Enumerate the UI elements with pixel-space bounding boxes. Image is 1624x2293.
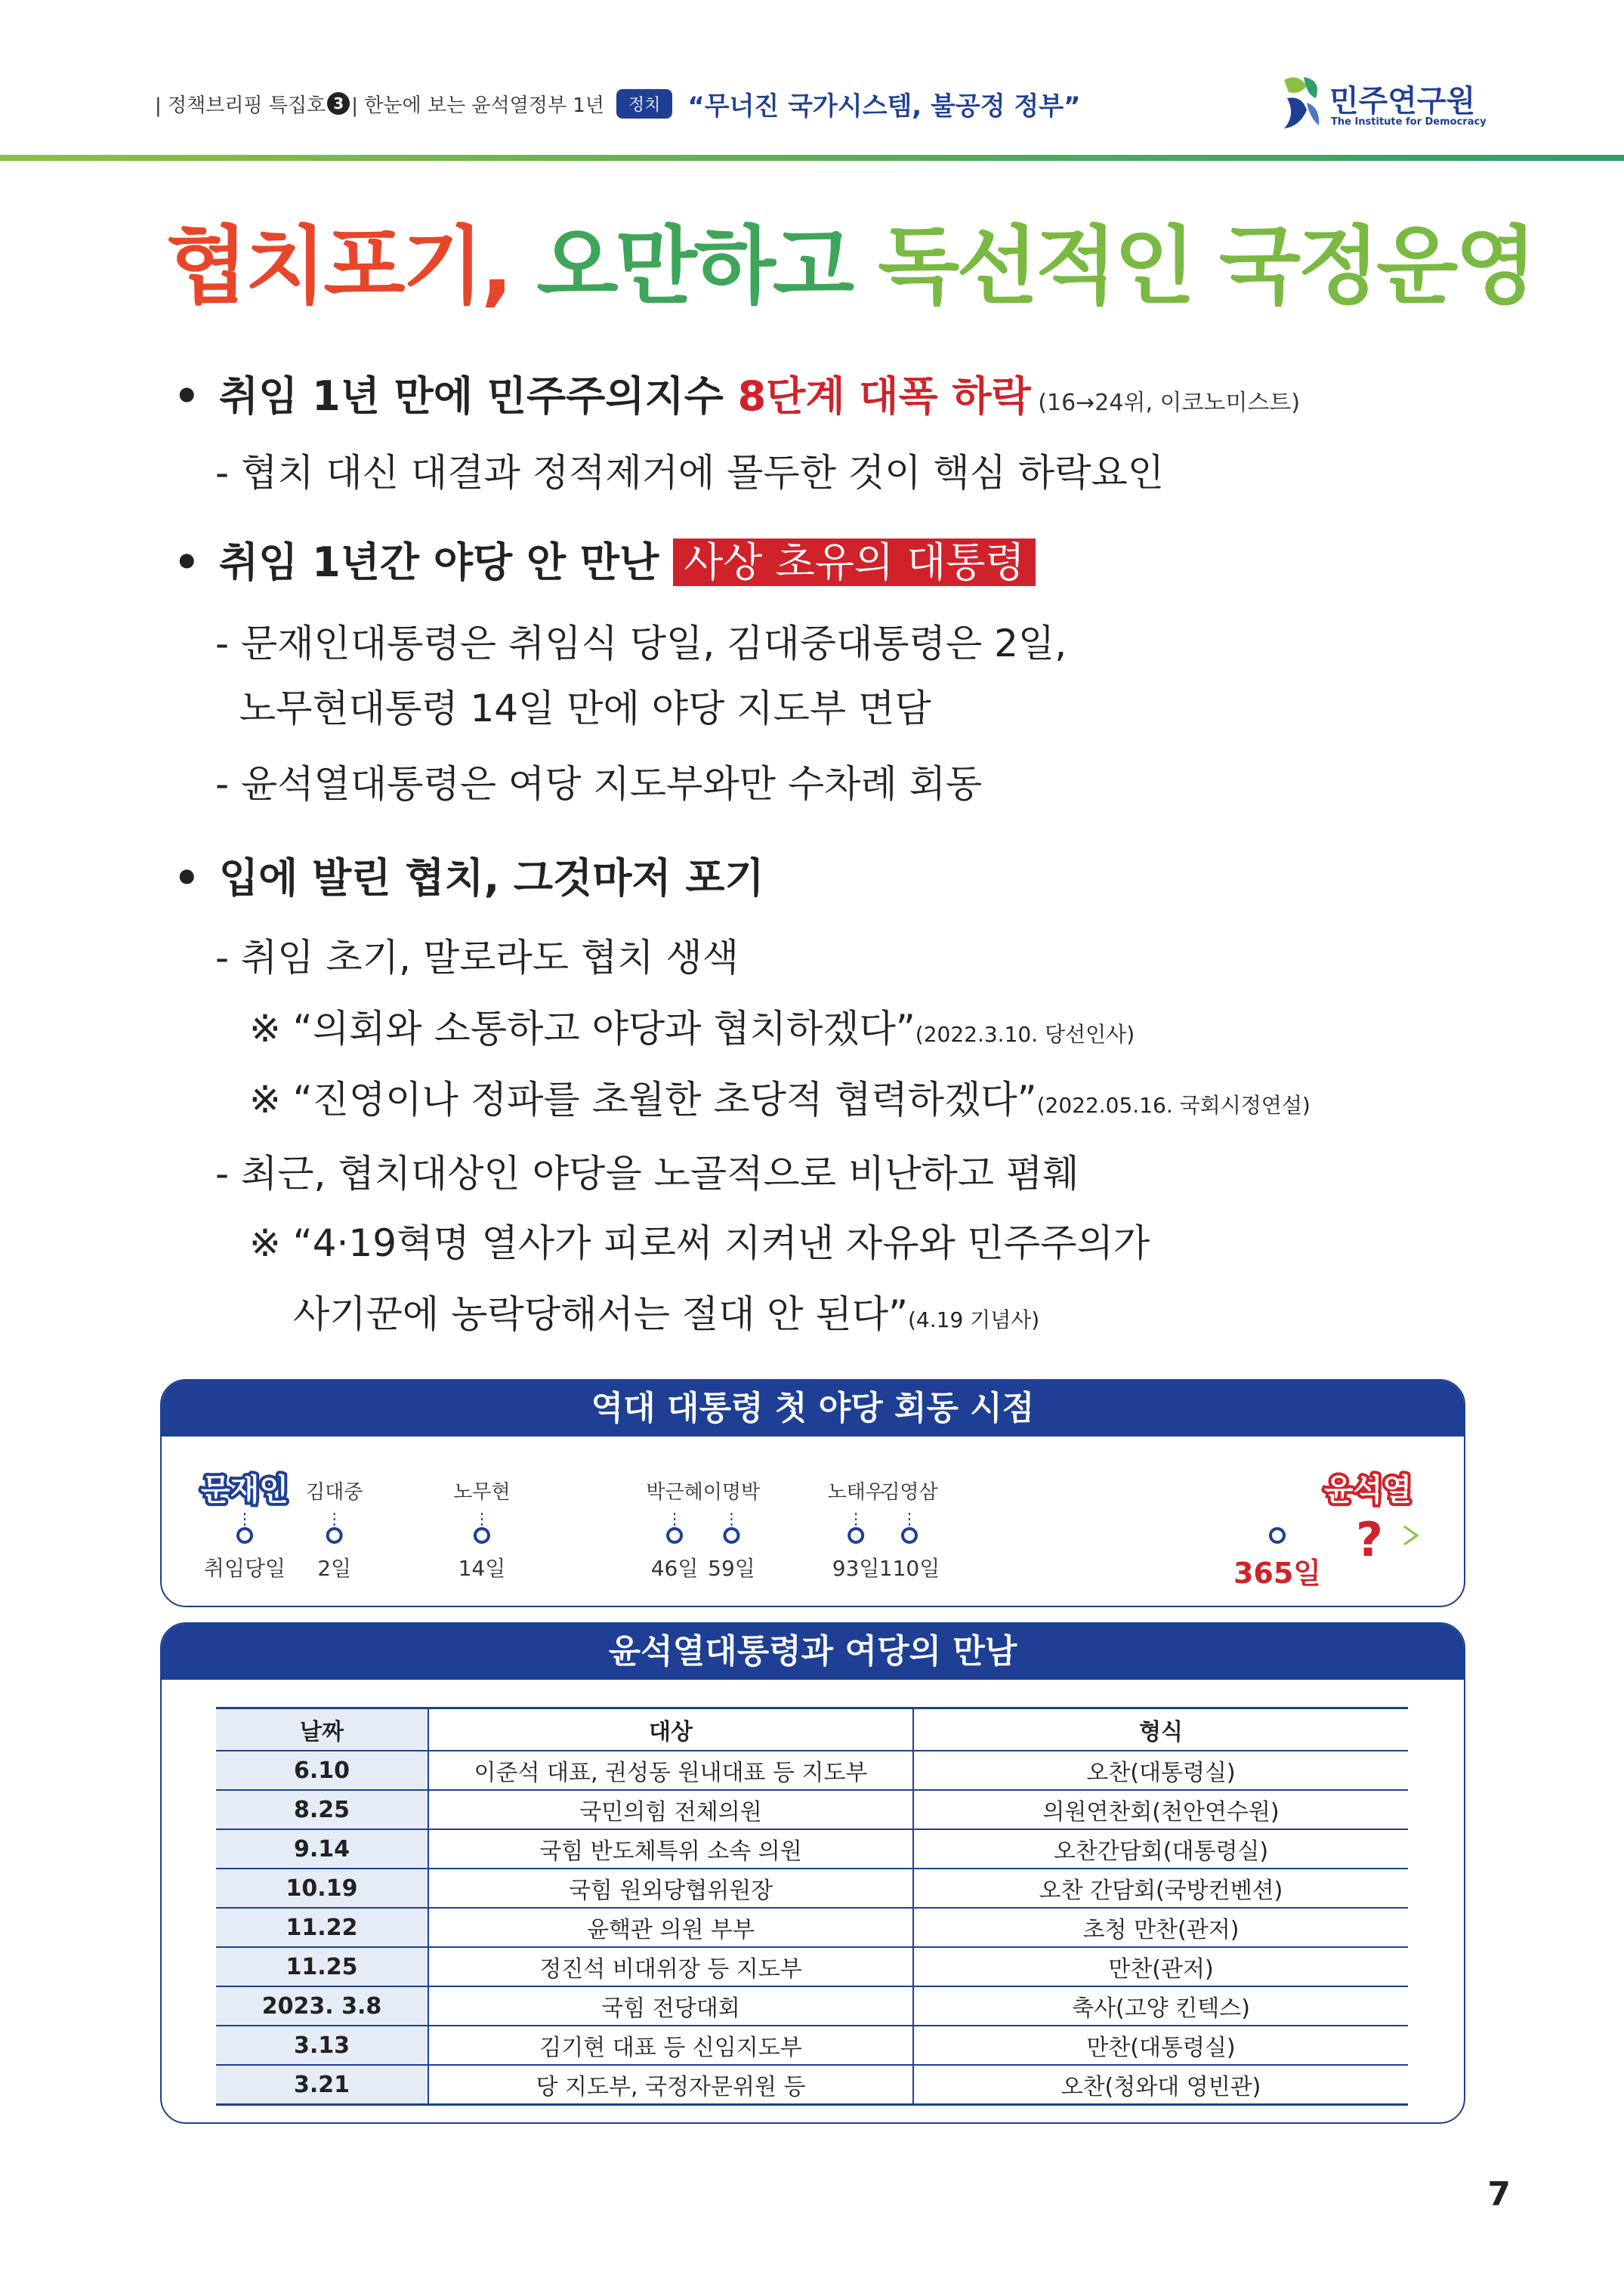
bullet-1	[174, 370, 1300, 430]
logo-name: 민주연구원	[1329, 84, 1476, 119]
bullet-1-note: (16→24위, 이코노미스트)	[1030, 390, 1301, 416]
timeline-point	[238, 1529, 252, 1542]
cell-target: 국민의힘 전체의원	[428, 1790, 913, 1829]
cell-date: 3.21	[216, 2065, 428, 2105]
cell-target: 당 지도부, 국정자문위원 등	[428, 2065, 913, 2105]
timeline-name: 김영삼	[881, 1481, 938, 1504]
bullet-2-highlight: 사상 초유의 대통령	[673, 539, 1036, 586]
bullet-1-sub-1: - 협치 대신 대결과 정적제거에 몰두한 것이 핵심 하락요인	[215, 451, 1165, 495]
meetings-title: 윤석열대통령과 여당의 만남	[162, 1624, 1464, 1680]
cell-format: 만찬(대통령실)	[913, 2026, 1408, 2065]
issue-number-badge: 3	[327, 92, 350, 115]
cell-format: 초청 만찬(관저)	[913, 1908, 1408, 1947]
bullet-2-lead: 취임 1년간 야당 안 만난	[219, 539, 674, 586]
timeline-point	[475, 1529, 489, 1542]
cell-target: 국힘 반도체특위 소속 의원	[428, 1829, 913, 1869]
cell-date: 9.14	[216, 1829, 428, 1869]
bullet-2	[174, 536, 1036, 589]
header-date: 날짜	[216, 1708, 428, 1751]
bullet-3-quote-3-line-1: ※ “4·19혁명 열사가 피로써 지켜낸 자유와 민주주의가	[249, 1221, 1150, 1265]
bullet-1-lead: 취임 1년 만에 민주주의지수	[219, 372, 738, 420]
timeline-panel	[160, 1379, 1465, 1607]
header-format: 형식	[913, 1708, 1408, 1751]
table-row	[216, 1986, 1408, 2026]
timeline-name-last: 윤석열	[1324, 1473, 1412, 1508]
bullet-2-sub-3: - 윤석열대통령은 여당 지도부와만 수차례 회동	[215, 762, 983, 806]
timeline-point	[668, 1529, 681, 1542]
table-row	[216, 2026, 1408, 2065]
timeline-day-label: 46일	[650, 1556, 699, 1581]
table-row	[216, 2065, 1408, 2105]
table-row	[216, 1947, 1408, 1986]
quote-3-text: 사기꾼에 농락당해서는 절대 안 된다”	[293, 1292, 908, 1336]
timeline-name: 노무현	[453, 1481, 511, 1504]
timeline-day-label: 취임당일	[203, 1556, 286, 1581]
bullet-1-highlight: 8단계 대폭 하락	[737, 372, 1031, 420]
timeline-day-label: 59일	[708, 1556, 755, 1581]
header-target: 대상	[428, 1708, 913, 1751]
meetings-panel	[160, 1622, 1465, 2124]
title-part-3: 독선적인 국정운영	[878, 218, 1534, 316]
cell-target: 윤핵관 의원 부부	[428, 1908, 913, 1947]
cell-target: 김기현 대표 등 신임지도부	[428, 2026, 913, 2065]
cell-date: 6.10	[216, 1751, 428, 1790]
table-row	[216, 1790, 1408, 1829]
cell-format: 오찬 간담회(국방컨벤션)	[913, 1869, 1408, 1908]
quote-2-source: (2022.05.16. 국회시정연설)	[1036, 1093, 1311, 1118]
timeline-day-label: 2일	[317, 1556, 352, 1581]
timeline-name: 이명박	[702, 1481, 761, 1504]
timeline-point	[724, 1529, 738, 1542]
cell-date: 8.25	[216, 1790, 428, 1829]
header-subtitle: | 한눈에 보는 윤석열정부 1년	[351, 94, 604, 117]
quote-3-source: (4.19 기념사)	[907, 1307, 1040, 1332]
meetings-table	[216, 1707, 1408, 2106]
bullet-3-lead: 입에 발린 협치, 그것마저 포기	[219, 854, 764, 902]
timeline-point	[1270, 1529, 1284, 1542]
cell-format: 오찬(대통령실)	[913, 1751, 1408, 1790]
page-header	[155, 85, 1080, 122]
timeline-name: 노태우	[827, 1481, 885, 1504]
logo-mark-icon	[1277, 73, 1325, 133]
cell-format: 오찬(청와대 영빈관)	[913, 2065, 1408, 2105]
quote-1-source: (2022.3.10. 당선인사)	[915, 1022, 1135, 1047]
timeline-chart	[162, 1381, 1464, 1606]
table-header-row	[216, 1708, 1408, 1751]
cell-date: 2023. 3.8	[216, 1986, 428, 2026]
cell-date: 11.22	[216, 1908, 428, 1947]
cell-date: 10.19	[216, 1869, 428, 1908]
page-number: 7	[1487, 2175, 1511, 2214]
bullet-3	[174, 852, 764, 905]
cell-format: 오찬간담회(대통령실)	[913, 1829, 1408, 1869]
timeline-last-value: 365일	[1233, 1557, 1322, 1590]
table-row	[216, 1751, 1408, 1790]
bullet-dot: •	[174, 854, 200, 902]
header-divider	[0, 155, 1624, 161]
timeline-point	[849, 1529, 863, 1542]
header-quote: “무너진 국가시스템, 불공정 정부”	[687, 91, 1081, 122]
quote-2-text: ※ “진영이나 정파를 초월한 초당적 협력하겠다”	[249, 1078, 1037, 1122]
timeline-day-label: 14일	[458, 1556, 506, 1581]
title-part-1: 협치포기,	[166, 218, 511, 316]
cell-date: 3.13	[216, 2026, 428, 2065]
title-part-2: 오만하고	[536, 218, 852, 316]
cell-target: 국힘 전당대회	[428, 1986, 913, 2026]
bullet-3-quote-1	[249, 1005, 1135, 1059]
timeline-question-mark: ?	[1356, 1512, 1383, 1567]
timeline-point	[328, 1529, 341, 1542]
bullet-dot: •	[174, 372, 200, 420]
timeline-name: 김대중	[305, 1481, 363, 1504]
timeline-title: 역대 대통령 첫 야당 회동 시점	[162, 1381, 1464, 1437]
bullet-dot: •	[174, 539, 200, 586]
timeline-name: 박근혜	[646, 1481, 703, 1504]
bullet-2-sub-1: - 문재인대통령은 취임식 당일, 김대중대통령은 2일,	[215, 622, 1067, 665]
cell-target: 이준석 대표, 권성동 원내대표 등 지도부	[428, 1751, 913, 1790]
bullet-2-sub-2: 노무현대통령 14일 만에 야당 지도부 면담	[215, 687, 931, 730]
header-series: | 정책브리핑 특집호	[155, 94, 326, 117]
timeline-point	[903, 1529, 916, 1542]
cell-target: 정진석 비대위장 등 지도부	[428, 1947, 913, 1986]
cell-target: 국힘 원외당협위원장	[428, 1869, 913, 1908]
logo-subtitle: The Institute for Democracy	[1331, 116, 1487, 128]
table-row	[216, 1869, 1408, 1908]
cell-format: 의원연찬회(천안연수원)	[913, 1790, 1408, 1829]
bullet-3-sub-1: - 취임 초기, 말로라도 협치 생색	[215, 936, 739, 980]
cell-date: 11.25	[216, 1947, 428, 1986]
bullet-3-sub-2: - 최근, 협치대상인 야당을 노골적으로 비난하고 폄훼	[215, 1152, 1079, 1196]
cell-format: 축사(고양 킨텍스)	[913, 1986, 1408, 2026]
bullet-3-quote-2	[249, 1076, 1311, 1130]
quote-1-text: ※ “의회와 소통하고 야당과 협치하겠다”	[249, 1007, 915, 1051]
page-title	[166, 218, 1534, 316]
timeline-day-label: 110일	[878, 1556, 940, 1581]
timeline-day-label: 93일	[832, 1556, 880, 1581]
table-row	[216, 1829, 1408, 1869]
timeline-name-first: 문재인	[201, 1473, 289, 1508]
institute-logo	[1277, 69, 1487, 137]
bullet-3-quote-3-line-2	[293, 1290, 1039, 1344]
table-row	[216, 1908, 1408, 1947]
cell-format: 만찬(관저)	[913, 1947, 1408, 1986]
category-tag: 정치	[616, 89, 673, 119]
